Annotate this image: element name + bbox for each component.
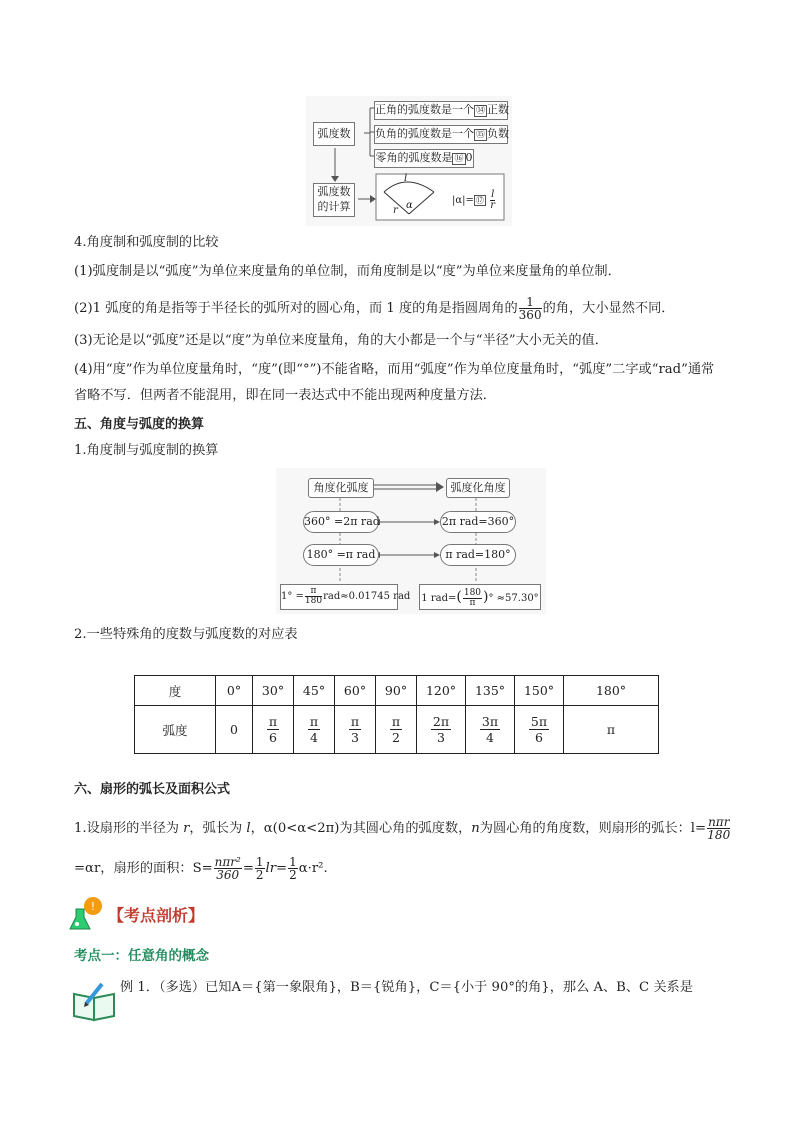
table-cell: π <box>564 706 659 754</box>
sec6-l1c: ， <box>250 821 264 836</box>
calc-box <box>313 183 355 217</box>
table-cell: 0° <box>216 676 253 706</box>
sec4-p4b: 省略不写．但两者不能混用，即在同一表达式中不能出现两种度量方法． <box>74 388 496 403</box>
flask-icon <box>66 895 106 935</box>
rad-fraction <box>349 714 361 745</box>
rad-num: 2π <box>432 714 450 729</box>
positive-angle-text: 正角的弧度数是一个 <box>375 103 474 116</box>
book-pencil-icon <box>72 980 118 1022</box>
p2-den: 360 <box>518 308 542 322</box>
negative-angle-box <box>374 125 508 144</box>
rad-den: 4 <box>486 730 494 745</box>
one-degree-frac <box>305 587 322 606</box>
one-degree-box <box>280 584 411 610</box>
var-r: r <box>183 821 190 836</box>
sec4-p1: (1)弧度制是以“弧度”为单位来度量角的单位制，而角度制是以“度”为单位来度量角的单位制． <box>74 264 621 279</box>
formula-num: l <box>491 189 495 200</box>
rad-fraction <box>267 714 279 745</box>
rad-den: 3 <box>351 730 359 745</box>
var-n: n <box>471 821 480 836</box>
sec6-line1 <box>74 816 731 841</box>
rad-fraction <box>308 714 320 745</box>
rad-den: 6 <box>269 730 277 745</box>
formula-den: r <box>490 200 496 211</box>
one-degree-den: 180 <box>304 596 323 606</box>
rad-to-deg-head: 弧度化角度 <box>446 478 510 498</box>
formula-fraction <box>490 190 495 211</box>
sec4-p3: (3)无论是以“弧度”还是以“度”为单位来度量角，角的大小都是一个与“半径”大小无关的值． <box>74 333 608 348</box>
rad-den: 2 <box>392 730 400 745</box>
half2-den: 2 <box>289 868 297 882</box>
conv-360-deg: 360° =2π rad <box>303 511 379 533</box>
table-cell: 30° <box>253 676 294 706</box>
area-num: nπr² <box>214 855 241 869</box>
table-header-degree: 度 <box>135 676 216 706</box>
sec6-l1a: 1.设扇形的半径为 <box>74 821 184 836</box>
sec6-l1b: ，弧长为 <box>189 821 247 836</box>
area-frac <box>214 856 242 881</box>
half-frac-1 <box>255 856 265 881</box>
sec6-l1d: α(0<α<2π)为其圆心角的弧度数， <box>263 821 472 836</box>
table-cell: 120° <box>417 676 466 706</box>
tag-15: ⑮ <box>476 130 486 140</box>
conv-2pi-rad: 2π rad=360° <box>440 511 516 533</box>
one-rad-num: 180 <box>463 588 482 598</box>
arc-num: nπr <box>708 815 730 829</box>
paren-open: ( <box>456 589 462 605</box>
conv-180-deg: 180° =π rad <box>303 544 379 566</box>
table-cell: 180° <box>564 676 659 706</box>
deg-to-rad-head: 角度化弧度 <box>308 478 374 498</box>
one-degree-a: 1° = <box>281 591 304 602</box>
radian-root-box <box>313 122 355 146</box>
rad-num: 5π <box>530 714 548 729</box>
rad-fraction <box>529 714 549 745</box>
calc-label-1: 弧度数 <box>317 185 351 198</box>
sec5-sub2: 2.一些特殊角的度数与弧度数的对应表 <box>74 627 298 642</box>
table-row <box>135 706 659 754</box>
table-cell <box>294 706 335 754</box>
table-cell <box>417 706 466 754</box>
rad-num: π <box>391 714 401 729</box>
one-rad-box <box>419 584 541 610</box>
sector-radius-label: r <box>393 205 398 216</box>
formula-left: |α|= <box>452 195 474 206</box>
sec6-l1e: 为圆心角的角度数，则扇形的弧长：l= <box>479 821 707 836</box>
half-frac-2 <box>288 856 298 881</box>
kaodian-point1: 考点一：任意角的概念 <box>74 948 209 964</box>
zero-angle-box <box>374 149 474 168</box>
sec4-p4a: (4)用“度”作为单位度量角时，“度”(即“°”)不能省略，而用“弧度”作为单位度量角时，“弧度”二字或“rad”通常 <box>74 362 715 377</box>
lr-term: lr= <box>265 861 288 876</box>
sector-arc-label: l <box>404 173 408 184</box>
table-cell <box>376 706 417 754</box>
rad-num: π <box>350 714 360 729</box>
sec4-p2-text-a: (2)1 弧度的角是指等于半径长的弧所对的圆心角，而 1 度的角是指圆周角的 <box>74 301 518 316</box>
negative-angle-end: 负数 <box>487 127 510 140</box>
table-cell: 90° <box>376 676 417 706</box>
table-cell: 150° <box>515 676 564 706</box>
one-rad-b: ° ≈57.30° <box>488 593 539 604</box>
sec4-p2-text-b: 的角，大小显然不同． <box>542 301 675 316</box>
table-cell <box>466 706 515 754</box>
sec5-sub1: 1.角度制与弧度制的换算 <box>74 443 219 458</box>
arc-den: 180 <box>707 828 731 842</box>
radian-root-label: 弧度数 <box>317 127 351 140</box>
kaodian-banner: 【考点剖析】 <box>108 906 205 925</box>
angle-table <box>134 675 659 754</box>
table-cell: 135° <box>466 676 515 706</box>
one-degree-num: π <box>305 587 322 597</box>
sector-angle-label: α <box>406 200 413 211</box>
sec6-tail: α·r². <box>298 861 328 876</box>
equals: = <box>242 861 254 876</box>
svg-text:!: ! <box>90 900 96 913</box>
tag-16: ⑯ <box>454 154 464 164</box>
positive-angle-box <box>374 101 508 120</box>
rad-den: 4 <box>310 730 318 745</box>
sec4-p2 <box>74 296 674 321</box>
half2-num: 1 <box>289 855 297 869</box>
rad-num: π <box>309 714 319 729</box>
example-1: 例 1．（多选）已知A＝{第一象限角}，B＝{锐角}，C＝{小于 90°的角}，那么 A、B、C 关系是 <box>120 980 693 995</box>
rad-fraction <box>390 714 402 745</box>
one-rad-a: 1 rad= <box>421 593 457 604</box>
sec5-heading: 五、角度与弧度的换算 <box>74 417 205 432</box>
conv-pi-rad: π rad=180° <box>440 544 516 566</box>
half1-den: 2 <box>255 868 264 882</box>
sec6-l2a: =αr，扇形的面积：S= <box>74 861 213 876</box>
rad-fraction <box>480 714 500 745</box>
p2-num: 1 <box>519 296 542 309</box>
table-cell <box>253 706 294 754</box>
sec6-line2 <box>74 856 328 881</box>
rad-den: 6 <box>535 730 543 745</box>
table-header-radian: 弧度 <box>135 706 216 754</box>
negative-angle-text: 负角的弧度数是一个 <box>375 127 474 140</box>
paren-close: ) <box>483 589 489 605</box>
rad-fraction <box>431 714 451 745</box>
table-cell: 45° <box>294 676 335 706</box>
var-l: l <box>246 821 251 836</box>
zero-angle-text: 零角的弧度数是 <box>375 151 453 164</box>
tag-17: ⑰ <box>475 196 484 205</box>
rad-num: 3π <box>481 714 499 729</box>
area-den: 360 <box>216 868 240 882</box>
table-cell: 0 <box>216 706 253 754</box>
table-row <box>135 676 659 706</box>
arc-length-frac <box>707 816 730 841</box>
one-rad-den: π <box>469 598 476 608</box>
rad-den: 3 <box>437 730 445 745</box>
one-degree-b: rad≈0.01745 rad <box>323 591 411 602</box>
table-cell <box>335 706 376 754</box>
table-cell: 60° <box>335 676 376 706</box>
zero-angle-end: 0 <box>465 151 473 164</box>
tag-14: ⑭ <box>476 106 486 116</box>
positive-angle-end: 正数 <box>487 103 510 116</box>
table-cell <box>515 706 564 754</box>
half1-num: 1 <box>255 855 264 869</box>
calc-label-2: 的计算 <box>317 200 351 213</box>
sec6-heading: 六、扇形的弧长及面积公式 <box>74 782 231 797</box>
p2-fraction <box>519 296 542 321</box>
one-rad-frac <box>463 589 482 608</box>
sec4-title: 4.角度制和弧度制的比较 <box>74 235 219 250</box>
rad-num: π <box>268 714 278 729</box>
radian-formula <box>452 190 496 211</box>
